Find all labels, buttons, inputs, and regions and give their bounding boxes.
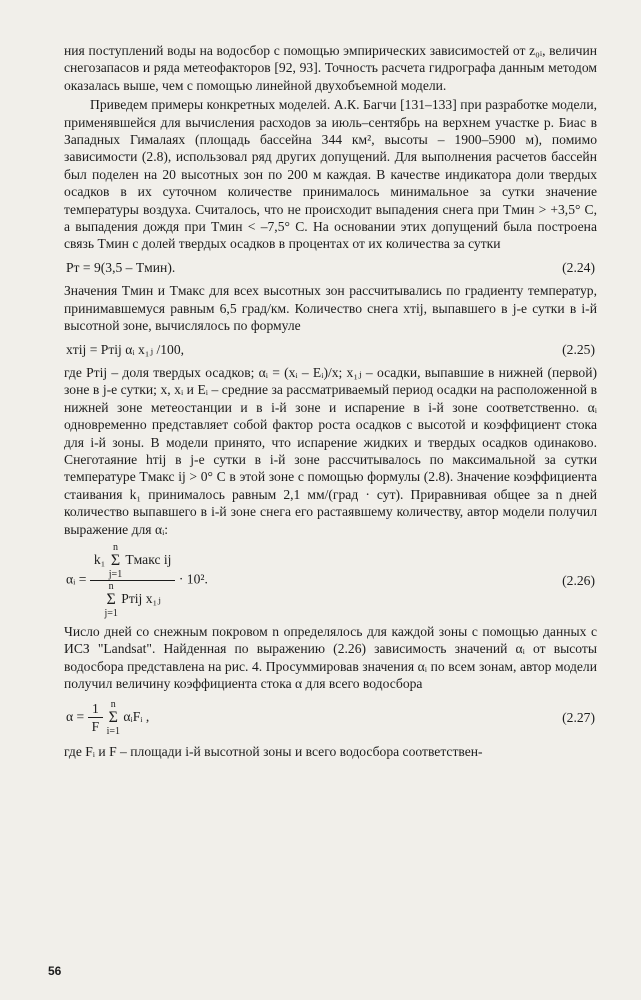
formula-2-26-den-body: Pтij x₁ⱼ xyxy=(121,591,161,607)
formula-2-26-lhs: αᵢ = xyxy=(66,571,87,587)
formula-2-27-body-term: αᵢFᵢ , xyxy=(123,708,150,724)
formula-2-25-body: xтij = Pтij αᵢ x₁ⱼ /100, xyxy=(66,341,185,357)
page-number: 56 xyxy=(48,964,62,978)
sum-top: n xyxy=(112,541,118,553)
formula-2-26-num-sum xyxy=(109,542,122,580)
sum-bottom: j=1 xyxy=(108,568,123,580)
sum-top: n xyxy=(108,580,114,592)
formula-2-26-fraction xyxy=(90,542,176,619)
formula-2-25-number: (2.25) xyxy=(562,341,595,357)
sum-top: n xyxy=(110,698,116,710)
sum-sign: Σ xyxy=(108,708,118,726)
formula-2-27-number: (2.27) xyxy=(562,709,595,725)
formula-2-27-fraction xyxy=(88,700,104,736)
formula-2-26-number: (2.26) xyxy=(562,572,595,588)
formula-2-27-body xyxy=(64,699,149,737)
paragraph-1: ния поступлений воды на водосбор с помощью эмпирических зависимостей от z₀ᵢ, величин снегозапасов и ряда метеофакторов [92, 93]. Точность расчета гидрографа данным методом оказалась выше, чем с помощью линейной двухобъемной модели. xyxy=(64,43,597,93)
formula-2-26-body xyxy=(64,542,208,619)
formula-2-26-denominator xyxy=(100,581,164,619)
formula-2-26 xyxy=(64,542,597,619)
sum-sign: Σ xyxy=(106,590,116,608)
paragraph-4: где Pтij – доля твердых осадков; αᵢ = (xᵢ – Eᵢ)/x; x₁ⱼ – осадки, выпавшие в нижней (первой) зоне в j-е сутки; x, xᵢ и Eᵢ – средние за рассматриваемый период осадки на расположенной в нижней зоне метеостанции и в i-й зоне и испарение в i-й зоне соответственно. αᵢ одновременно представляет собой фактор роста осадков с высотой и коэффициент стока для i-й зоны. В модели принято, что испарение жидких и твердых осадков одинаково. Снеготаяние hтij в j-е сутки в i-й зоне рассчитывалось по максимальной за сутки температуре Tмакс ij > 0° С в этой зоне с помощью формулы (2.8). Значение коэффициента стаивания k₁ принималось равным 2,1 мм/(град · сут). Приравнивая общее за n дней количество выпавшего в i-й зоне снега его растаявшему количеству, автор модели получил выражение для αᵢ: xyxy=(64,364,597,537)
paragraph-3: Значения Tмин и Tмакс для всех высотных зон рассчитывались по градиенту температур, принимавшемуся равным 6,5 град/км. Количество снега xтij, выпавшего в j-е сутки в i-й высотной зоне, вычислялось по формуле xyxy=(64,283,597,334)
formula-2-25 xyxy=(64,341,597,358)
formula-2-24-body: Pт = 9(3,5 – Tмин). xyxy=(66,259,176,275)
sum-bottom: j=1 xyxy=(104,607,118,619)
formula-2-27 xyxy=(64,699,597,737)
formula-2-26-tail: · 10². xyxy=(178,571,208,587)
formula-2-26-coef: k₁ xyxy=(93,552,106,568)
formula-2-27-lhs: α = xyxy=(66,708,85,724)
formula-2-26-den-sum xyxy=(104,581,117,619)
paragraph-5: Число дней со снежным покровом n определялось для каждой зоны с помощью данных с ИСЗ "Landsat". Найденная по выражению (2.26) зависимость значений αᵢ от высоты водосбора представлена на рис. 4. Просуммировав значения αᵢ по всем зонам, автор модели получил величину коэффициента стока α для всего водосбора xyxy=(64,623,597,692)
formula-2-26-num-body: Tмакс ij xyxy=(125,552,172,568)
paragraph-6: где Fᵢ и F – площади i-й высотной зоны и всего водосбора соответствен- xyxy=(64,743,483,759)
formula-2-27-denominator: F xyxy=(91,719,100,735)
paragraph-2: Приведем примеры конкретных моделей. А.К. Багчи [131–133] при разработке модели, применявшейся для вычисления расходов за июль–сентябрь на верхнем участке р. Биас в Западных Гималаях (площадь бассейна 344 км², высоты – 1900–5900 м), помимо зависимости (2.8), использовал ряд других допущений. Для выполнения расчетов бассейн был поделен на 20 высотных зон по 200 м каждая. В качестве индикатора доли твердых осадков в их суточном количестве принималось минимальное за сутки значение температуры воздуха. Считалось, что не происходит выпадения снега при Tмин > +3,5° С, а выпадения дождя при Tмин < –7,5° С. На основании этих допущений была построена связь Tмин с долей твердых осадков в процентах от их количества за сутки xyxy=(64,97,597,252)
sum-sign: Σ xyxy=(110,551,121,569)
formula-2-27-numerator: 1 xyxy=(91,700,99,716)
formula-2-24-number: (2.24) xyxy=(562,259,595,275)
formula-2-26-numerator xyxy=(90,542,176,580)
sum-bottom: i=1 xyxy=(106,725,120,737)
formula-2-24 xyxy=(64,259,597,276)
formula-2-27-sum xyxy=(107,699,120,737)
